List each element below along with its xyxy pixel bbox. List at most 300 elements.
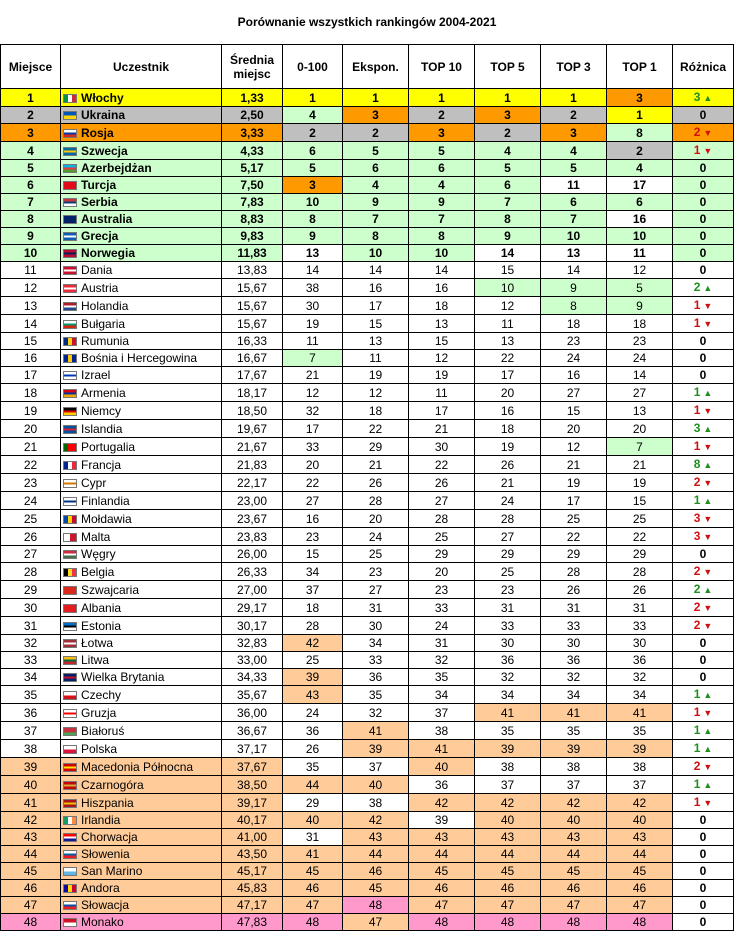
participant-name: Monako (81, 915, 124, 929)
score-top5-cell: 22 (475, 350, 541, 367)
flag-icon (63, 198, 77, 207)
score-0-100-cell: 38 (283, 279, 343, 297)
rank-cell: 24 (1, 492, 61, 510)
score-top3-cell: 23 (541, 333, 607, 350)
average-cell: 15,67 (222, 315, 283, 333)
score-top3-cell: 19 (541, 474, 607, 492)
score-top1-cell: 38 (607, 758, 673, 776)
score-top1-cell: 5 (607, 279, 673, 297)
score-top10-cell: 38 (409, 722, 475, 740)
difference-cell (673, 124, 734, 142)
score-top5-cell: 4 (475, 142, 541, 160)
average-cell: 2,50 (222, 107, 283, 124)
arrow-down-icon: ▼ (703, 603, 713, 613)
table-row (1, 474, 734, 492)
score-ekspon-cell: 48 (343, 897, 409, 914)
score-top3-cell: 16 (541, 367, 607, 384)
difference-cell (673, 177, 734, 194)
header-top5: TOP 5 (475, 45, 541, 89)
score-ekspon-cell: 20 (343, 510, 409, 528)
difference-cell (673, 563, 734, 581)
score-top1-cell: 31 (607, 599, 673, 617)
score-top1-cell: 46 (607, 880, 673, 897)
score-ekspon-cell: 26 (343, 474, 409, 492)
table-row (1, 846, 734, 863)
rank-cell: 27 (1, 546, 61, 563)
table-row (1, 124, 734, 142)
score-top10-cell: 48 (409, 914, 475, 931)
participant-cell (61, 194, 222, 211)
average-cell: 21,83 (222, 456, 283, 474)
score-top1-cell: 6 (607, 194, 673, 211)
score-ekspon-cell: 33 (343, 652, 409, 669)
difference-value: 1 (693, 723, 701, 737)
score-top1-cell: 22 (607, 528, 673, 546)
score-top10-cell: 27 (409, 492, 475, 510)
score-top5-cell: 45 (475, 863, 541, 880)
rank-cell: 33 (1, 652, 61, 669)
difference-cell (673, 315, 734, 333)
arrow-down-icon: ▼ (703, 567, 713, 577)
table-row (1, 897, 734, 914)
difference-cell (673, 245, 734, 262)
arrow-up-icon: ▲ (703, 744, 713, 754)
score-top3-cell: 3 (541, 124, 607, 142)
participant-name: Słowacja (81, 898, 130, 912)
score-top1-cell: 21 (607, 456, 673, 474)
table-row (1, 384, 734, 402)
score-top3-cell: 2 (541, 107, 607, 124)
table-row (1, 581, 734, 599)
score-top10-cell: 13 (409, 315, 475, 333)
header-top1: TOP 1 (607, 45, 673, 89)
score-ekspon-cell: 37 (343, 758, 409, 776)
difference-value: 1 (693, 439, 701, 453)
score-top3-cell: 42 (541, 794, 607, 812)
score-top3-cell: 27 (541, 384, 607, 402)
participant-cell (61, 510, 222, 528)
score-top5-cell: 2 (475, 124, 541, 142)
flag-icon (63, 354, 77, 363)
difference-value: 8 (693, 457, 701, 471)
flag-icon (63, 337, 77, 346)
average-cell: 18,50 (222, 402, 283, 420)
header-ekspon: Ekspon. (343, 45, 409, 89)
difference-value: 1 (693, 777, 701, 791)
score-top5-cell: 46 (475, 880, 541, 897)
difference-cell (673, 279, 734, 297)
score-0-100-cell: 20 (283, 456, 343, 474)
score-top5-cell: 14 (475, 245, 541, 262)
difference-cell (673, 510, 734, 528)
difference-cell (673, 142, 734, 160)
score-0-100-cell: 34 (283, 563, 343, 581)
participant-cell (61, 367, 222, 384)
difference-cell (673, 546, 734, 563)
participant-name: Chorwacja (81, 830, 138, 844)
flag-icon (63, 111, 77, 120)
score-top1-cell: 14 (607, 367, 673, 384)
score-top1-cell: 1 (607, 107, 673, 124)
score-top1-cell: 29 (607, 546, 673, 563)
score-ekspon-cell: 11 (343, 350, 409, 367)
score-top10-cell: 14 (409, 262, 475, 279)
score-top5-cell: 27 (475, 528, 541, 546)
header-miejsce: Miejsce (1, 45, 61, 89)
score-ekspon-cell: 4 (343, 177, 409, 194)
score-ekspon-cell: 18 (343, 402, 409, 420)
score-0-100-cell: 37 (283, 581, 343, 599)
score-top1-cell: 26 (607, 581, 673, 599)
difference-value: 2 (693, 125, 701, 139)
arrow-up-icon: ▲ (703, 690, 713, 700)
score-top5-cell: 15 (475, 262, 541, 279)
rank-cell: 34 (1, 669, 61, 686)
average-cell: 47,83 (222, 914, 283, 931)
score-0-100-cell: 33 (283, 438, 343, 456)
participant-name: Cypr (81, 475, 107, 490)
participant-cell (61, 686, 222, 704)
score-top5-cell: 44 (475, 846, 541, 863)
score-top1-cell: 39 (607, 740, 673, 758)
score-top10-cell: 37 (409, 704, 475, 722)
score-0-100-cell: 17 (283, 420, 343, 438)
score-top5-cell: 26 (475, 456, 541, 474)
score-top5-cell: 39 (475, 740, 541, 758)
average-cell: 32,83 (222, 635, 283, 652)
score-top10-cell: 24 (409, 617, 475, 635)
participant-name: Czarnogóra (81, 777, 144, 792)
score-top3-cell: 33 (541, 617, 607, 635)
average-cell: 16,33 (222, 333, 283, 350)
rank-cell: 23 (1, 474, 61, 492)
score-0-100-cell: 7 (283, 350, 343, 367)
score-top5-cell: 43 (475, 829, 541, 846)
arrow-up-icon: ▲ (703, 780, 713, 790)
score-top10-cell: 32 (409, 652, 475, 669)
table-row (1, 794, 734, 812)
participant-name: Serbia (81, 195, 118, 209)
participant-name: Izrael (81, 368, 111, 382)
average-cell: 1,33 (222, 89, 283, 107)
participant-cell (61, 546, 222, 563)
participant-name: Austria (81, 280, 119, 295)
rank-cell: 39 (1, 758, 61, 776)
flag-icon (63, 550, 77, 559)
score-top10-cell: 19 (409, 367, 475, 384)
header-roznica: Różnica (673, 45, 734, 89)
difference-cell (673, 367, 734, 384)
difference-value: 3 (693, 90, 701, 104)
score-top10-cell: 4 (409, 177, 475, 194)
score-top1-cell: 37 (607, 776, 673, 794)
difference-value: 0 (699, 108, 707, 122)
score-0-100-cell: 12 (283, 384, 343, 402)
difference-cell (673, 686, 734, 704)
average-cell: 29,17 (222, 599, 283, 617)
score-top1-cell: 47 (607, 897, 673, 914)
score-top5-cell: 37 (475, 776, 541, 794)
difference-cell (673, 652, 734, 669)
average-cell: 47,17 (222, 897, 283, 914)
average-cell: 18,17 (222, 384, 283, 402)
difference-cell (673, 160, 734, 177)
participant-name: Macedonia Północna (81, 759, 194, 774)
score-ekspon-cell: 45 (343, 880, 409, 897)
participant-cell (61, 142, 222, 160)
participant-cell (61, 829, 222, 846)
score-top1-cell: 43 (607, 829, 673, 846)
difference-cell (673, 384, 734, 402)
difference-value: 1 (693, 795, 701, 809)
difference-value: 1 (693, 493, 701, 507)
average-cell: 17,67 (222, 367, 283, 384)
score-top5-cell: 3 (475, 107, 541, 124)
rank-cell: 14 (1, 315, 61, 333)
participant-cell (61, 333, 222, 350)
table-row (1, 262, 734, 279)
rank-cell: 35 (1, 686, 61, 704)
difference-value: 0 (699, 161, 707, 175)
score-0-100-cell: 27 (283, 492, 343, 510)
flag-icon (63, 94, 77, 103)
score-top3-cell: 47 (541, 897, 607, 914)
average-cell: 33,00 (222, 652, 283, 669)
score-ekspon-cell: 14 (343, 262, 409, 279)
arrow-down-icon: ▼ (703, 762, 713, 772)
score-top3-cell: 21 (541, 456, 607, 474)
participant-name: Węgry (81, 547, 116, 561)
score-0-100-cell: 48 (283, 914, 343, 931)
score-top3-cell: 44 (541, 846, 607, 863)
arrow-down-icon: ▼ (703, 708, 713, 718)
flag-icon (63, 781, 77, 790)
score-top5-cell: 1 (475, 89, 541, 107)
table-row (1, 652, 734, 669)
score-ekspon-cell: 23 (343, 563, 409, 581)
score-top3-cell: 25 (541, 510, 607, 528)
participant-cell (61, 863, 222, 880)
difference-value: 2 (693, 475, 701, 489)
difference-cell (673, 492, 734, 510)
score-top3-cell: 13 (541, 245, 607, 262)
average-cell: 40,17 (222, 812, 283, 829)
score-0-100-cell: 10 (283, 194, 343, 211)
score-top5-cell: 8 (475, 211, 541, 228)
score-0-100-cell: 4 (283, 107, 343, 124)
rank-cell: 4 (1, 142, 61, 160)
flag-icon (63, 371, 77, 380)
average-cell: 43,50 (222, 846, 283, 863)
average-cell: 15,67 (222, 297, 283, 315)
arrow-down-icon: ▼ (703, 319, 713, 329)
header-top3: TOP 3 (541, 45, 607, 89)
score-top3-cell: 5 (541, 160, 607, 177)
score-top3-cell: 17 (541, 492, 607, 510)
score-0-100-cell: 8 (283, 211, 343, 228)
score-top5-cell: 24 (475, 492, 541, 510)
score-top1-cell: 11 (607, 245, 673, 262)
flag-icon (63, 497, 77, 506)
score-top5-cell: 36 (475, 652, 541, 669)
difference-cell (673, 599, 734, 617)
average-cell: 36,67 (222, 722, 283, 740)
score-0-100-cell: 29 (283, 794, 343, 812)
score-top10-cell: 45 (409, 863, 475, 880)
table-row (1, 492, 734, 510)
arrow-down-icon: ▼ (703, 442, 713, 452)
score-top10-cell: 46 (409, 880, 475, 897)
average-cell: 8,83 (222, 211, 283, 228)
score-top10-cell: 12 (409, 350, 475, 367)
score-top5-cell: 11 (475, 315, 541, 333)
average-cell: 15,67 (222, 279, 283, 297)
rank-cell: 13 (1, 297, 61, 315)
average-cell: 37,67 (222, 758, 283, 776)
rankings-table (0, 44, 734, 931)
score-0-100-cell: 41 (283, 846, 343, 863)
rank-cell: 36 (1, 704, 61, 722)
participant-name: Andora (81, 881, 120, 895)
score-ekspon-cell: 9 (343, 194, 409, 211)
difference-value: 1 (693, 385, 701, 399)
score-top10-cell: 1 (409, 89, 475, 107)
difference-cell (673, 776, 734, 794)
score-0-100-cell: 45 (283, 863, 343, 880)
participant-name: Norwegia (81, 246, 136, 260)
rank-cell: 41 (1, 794, 61, 812)
average-cell: 45,17 (222, 863, 283, 880)
score-top5-cell: 25 (475, 563, 541, 581)
difference-value: 1 (693, 298, 701, 312)
rank-cell: 11 (1, 262, 61, 279)
participant-cell (61, 315, 222, 333)
difference-value: 0 (699, 263, 707, 277)
score-top5-cell: 48 (475, 914, 541, 931)
average-cell: 30,17 (222, 617, 283, 635)
rank-cell: 45 (1, 863, 61, 880)
score-top5-cell: 20 (475, 384, 541, 402)
participant-name: Bośnia i Hercegowina (81, 351, 198, 365)
score-top1-cell: 4 (607, 160, 673, 177)
score-top5-cell: 12 (475, 297, 541, 315)
score-top10-cell: 35 (409, 669, 475, 686)
difference-cell (673, 829, 734, 846)
score-top3-cell: 18 (541, 315, 607, 333)
flag-icon (63, 691, 77, 700)
table-row (1, 829, 734, 846)
score-ekspon-cell: 12 (343, 384, 409, 402)
arrow-down-icon: ▼ (703, 478, 713, 488)
difference-cell (673, 107, 734, 124)
participant-name: San Marino (81, 864, 143, 878)
difference-value: 0 (699, 351, 707, 365)
flag-icon (63, 867, 77, 876)
participant-name: Malta (81, 529, 111, 544)
participant-name: Turcja (81, 178, 117, 192)
score-ekspon-cell: 8 (343, 228, 409, 245)
flag-icon (63, 129, 77, 138)
score-ekspon-cell: 34 (343, 635, 409, 652)
score-top10-cell: 25 (409, 528, 475, 546)
difference-cell (673, 228, 734, 245)
average-cell: 34,33 (222, 669, 283, 686)
table-row (1, 758, 734, 776)
table-row (1, 914, 734, 931)
header-srednia: Średnia miejsc (222, 45, 283, 89)
score-top5-cell: 10 (475, 279, 541, 297)
table-row (1, 211, 734, 228)
average-cell: 9,83 (222, 228, 283, 245)
score-top3-cell: 9 (541, 279, 607, 297)
score-top10-cell: 16 (409, 279, 475, 297)
score-0-100-cell: 11 (283, 333, 343, 350)
average-cell: 37,17 (222, 740, 283, 758)
rank-cell: 20 (1, 420, 61, 438)
arrow-up-icon: ▲ (703, 585, 713, 595)
table-row (1, 812, 734, 829)
flag-icon (63, 533, 77, 542)
header-row (1, 45, 734, 89)
score-0-100-cell: 35 (283, 758, 343, 776)
table-row (1, 722, 734, 740)
score-top10-cell: 31 (409, 635, 475, 652)
rank-cell: 31 (1, 617, 61, 635)
participant-cell (61, 740, 222, 758)
difference-cell (673, 863, 734, 880)
table-row (1, 160, 734, 177)
score-top10-cell: 9 (409, 194, 475, 211)
participant-cell (61, 262, 222, 279)
score-0-100-cell: 9 (283, 228, 343, 245)
average-cell: 3,33 (222, 124, 283, 142)
participant-name: Szwajcaria (81, 582, 140, 597)
score-top5-cell: 16 (475, 402, 541, 420)
participant-name: Gruzja (81, 705, 117, 720)
flag-icon (63, 266, 77, 275)
table-row (1, 177, 734, 194)
header-0-100: 0-100 (283, 45, 343, 89)
average-cell: 38,50 (222, 776, 283, 794)
participant-name: Hiszpania (81, 795, 134, 810)
difference-value: 0 (699, 813, 707, 827)
score-0-100-cell: 3 (283, 177, 343, 194)
score-0-100-cell: 46 (283, 880, 343, 897)
score-ekspon-cell: 22 (343, 420, 409, 438)
participant-cell (61, 669, 222, 686)
table-row (1, 635, 734, 652)
difference-value: 0 (699, 229, 707, 243)
score-top10-cell: 15 (409, 333, 475, 350)
table-row (1, 863, 734, 880)
score-top10-cell: 47 (409, 897, 475, 914)
score-ekspon-cell: 1 (343, 89, 409, 107)
difference-cell (673, 669, 734, 686)
average-cell: 7,50 (222, 177, 283, 194)
flag-icon (63, 147, 77, 156)
average-cell: 23,67 (222, 510, 283, 528)
score-0-100-cell: 5 (283, 160, 343, 177)
flag-icon (63, 586, 77, 595)
score-ekspon-cell: 32 (343, 704, 409, 722)
score-top1-cell: 28 (607, 563, 673, 581)
participant-name: Rosja (81, 125, 114, 140)
score-top5-cell: 7 (475, 194, 541, 211)
participant-name: Armenia (81, 385, 126, 400)
average-cell: 26,00 (222, 546, 283, 563)
flag-icon (63, 461, 77, 470)
arrow-down-icon: ▼ (703, 301, 713, 311)
